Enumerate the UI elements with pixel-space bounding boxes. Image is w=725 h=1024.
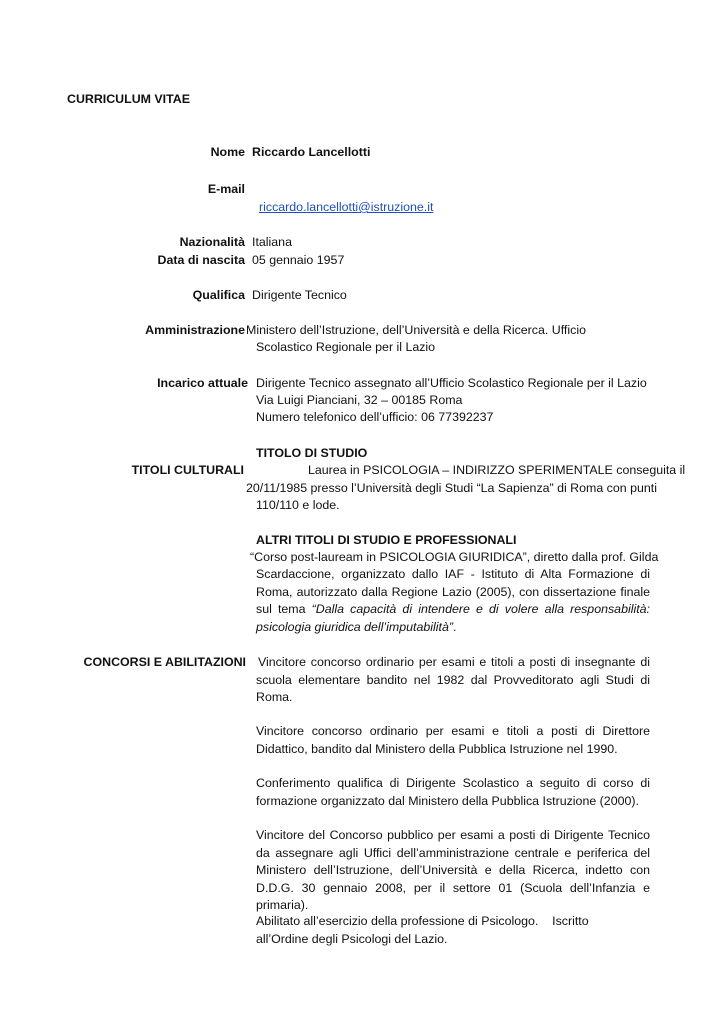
current-role-line-2: Via Luigi Pianciani, 32 – 00185 Roma: [256, 393, 463, 407]
competition-paragraph-3: Conferimento qualifica di Dirigente Scolastico a seguito di corso di formazione organizzato dal Ministero della Pubblica Istruzione (2000).: [256, 776, 650, 808]
qualification-label: Qualifica: [192, 288, 245, 302]
administration-line-1: Ministero dell’Istruzione, dell’Università e della Ricerca. Ufficio: [246, 323, 586, 337]
other-titles-end: .: [452, 619, 457, 634]
thesis-title: “Dalla capacità di intendere e di volere alla responsabilità: psicologia giuridica dell’imputabilità”: [256, 602, 650, 634]
competition-paragraph-5-line-2: all’Ordine degli Psicologi del Lazio.: [256, 932, 448, 946]
other-titles-text: Scardaccione, organizzato dallo IAF - Istituto di Alta Formazione di Roma, autorizzato dalla Regione Lazio (2005), con dissertazione finale sul tema: [256, 567, 650, 616]
birth-value: 05 gennaio 1957: [252, 253, 345, 267]
administration-line-2: Scolastico Regionale per il Lazio: [256, 340, 436, 354]
qualification-value: Dirigente Tecnico: [252, 288, 347, 302]
education-line-1: Laurea in PSICOLOGIA – INDIRIZZO SPERIMENTALE conseguita il: [308, 463, 686, 477]
current-role-label: Incarico attuale: [157, 376, 248, 390]
birth-label: Data di nascita: [157, 253, 245, 267]
email-link[interactable]: riccardo.lancellotti@istruzione.it: [259, 200, 434, 214]
current-role-line-1: Dirigente Tecnico assegnato all’Ufficio Scolastico Regionale per il Lazio: [256, 376, 647, 390]
education-heading: TITOLO DI STUDIO: [256, 446, 368, 460]
education-label: TITOLI CULTURALI: [131, 463, 244, 477]
competition-paragraph-1: Vincitore concorso ordinario per esami e titoli a posti di insegnante di scuola elementare bandito nel 1982 dal Provveditorato agli Studi di Roma.: [256, 655, 650, 704]
competition-paragraph-4: Vincitore del Concorso pubblico per esami a posti di Dirigente Tecnico da assegnare agli Uffici dell’amministrazione centrale e periferica del Ministero dell’Istruzione, dell’Università e della Ricerca, indetto con D.D.G. 30 gennaio 2008, per il settore 01 (Scuola dell’Infanzia e primaria).: [256, 828, 650, 912]
other-titles-paragraph: [256, 566, 650, 636]
education-line-3: 110/110 e lode.: [256, 498, 340, 512]
other-titles-line-1: “Corso post-lauream in PSICOLOGIA GIURIDICA”, diretto dalla prof. Gilda: [250, 550, 659, 564]
email-label: E-mail: [207, 182, 245, 196]
competitions-label: CONCORSI E ABILITAZIONI: [83, 655, 246, 669]
name-label: Nome: [210, 145, 245, 159]
nationality-value: Italiana: [252, 235, 292, 249]
competition-paragraph-5-line-1: Abilitato all’esercizio della professione di Psicologo. Iscritto: [256, 914, 589, 928]
competition-paragraph-2: Vincitore concorso ordinario per esami e titoli a posti di Direttore Didattico, bandito dal Ministero della Pubblica Istruzione nel 1990.: [256, 724, 650, 756]
name-value: Riccardo Lancellotti: [252, 145, 371, 159]
current-role-line-3: Numero telefonico dell’ufficio: 06 77392237: [256, 410, 494, 424]
other-titles-heading: ALTRI TITOLI DI STUDIO E PROFESSIONALI: [256, 533, 517, 547]
administration-label: Amministrazione: [145, 323, 245, 337]
document-title: CURRICULUM VITAE: [67, 92, 190, 106]
nationality-label: Nazionalità: [179, 235, 245, 249]
education-line-2: 20/11/1985 presso l’Università degli Studi “La Sapienza” di Roma con punti: [246, 481, 657, 495]
